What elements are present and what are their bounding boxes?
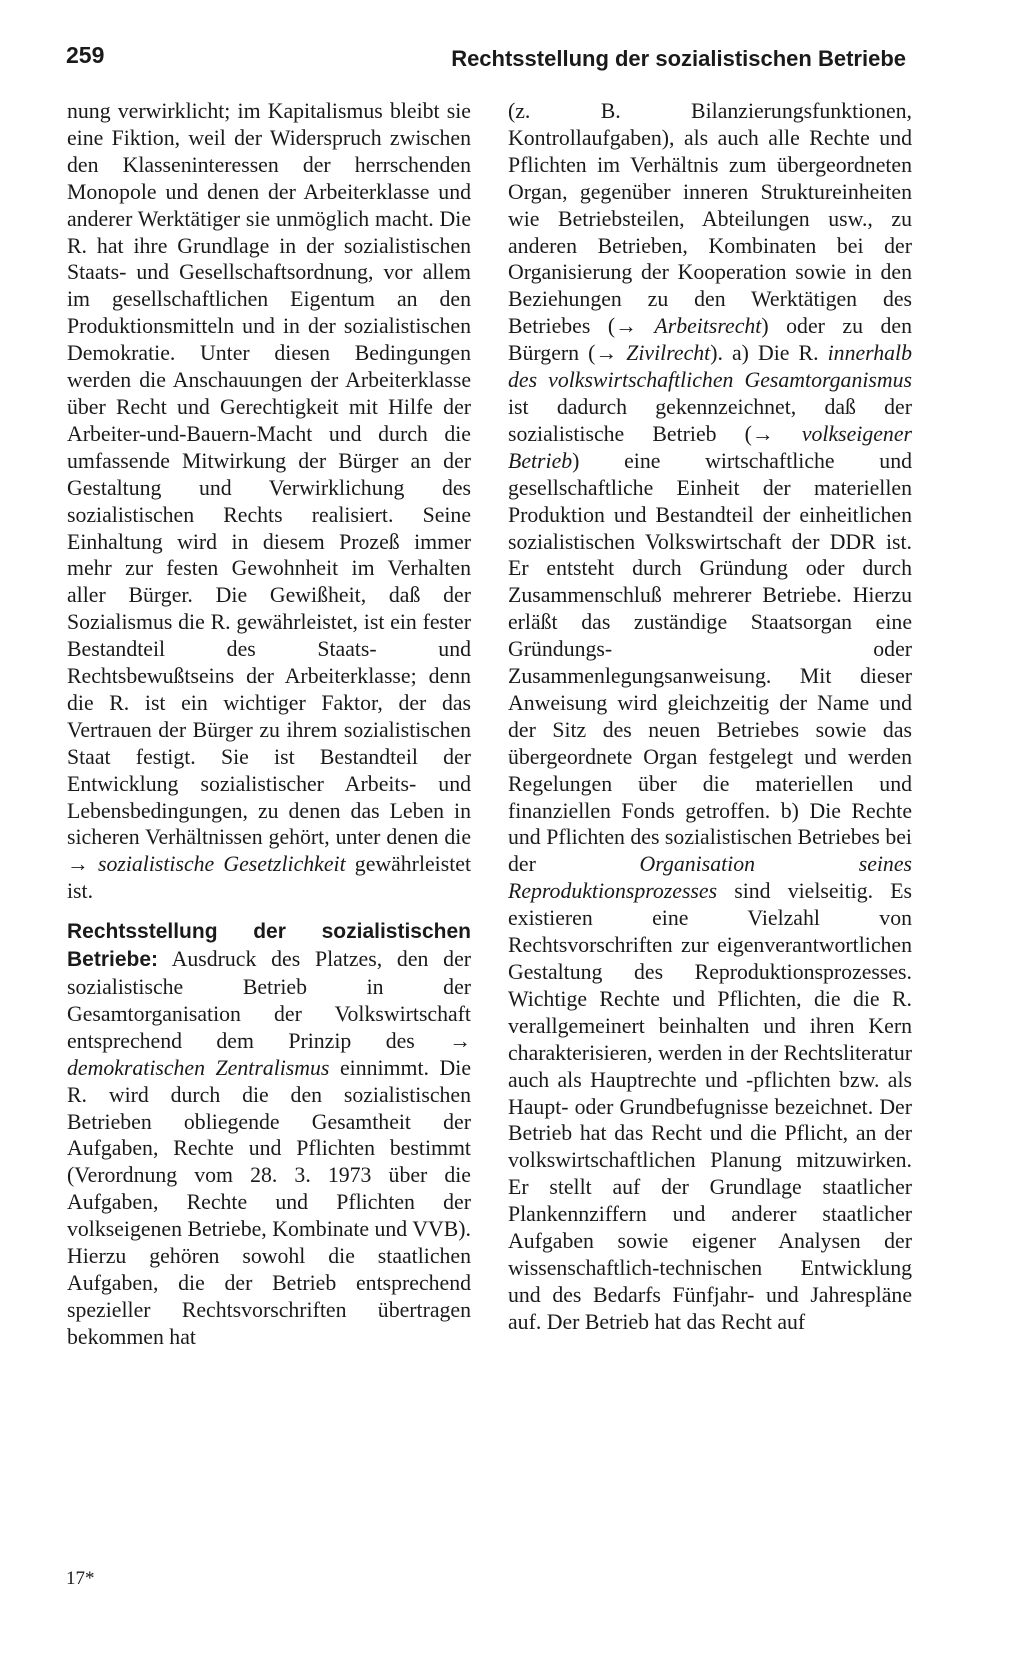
entry-headword: Rechtsstellung der sozialistischen Betriebe: [67, 920, 471, 972]
cross-reference: Zivilrecht [626, 341, 711, 366]
running-head: Rechtsstellung der sozialistischen Betriebe [451, 46, 906, 71]
cross-reference: demokratischen Zentralismus [67, 1055, 330, 1080]
cross-reference: volkseigener Betrieb [508, 421, 912, 473]
entry-body-paragraph [508, 98, 912, 1336]
page-number: 259 [66, 42, 105, 68]
body-text: Ausdruck des Platzes, den der sozialistische Betrieb in der Gesamtorganisation der Volkswirtschaft entsprechend dem Prinzip des → [67, 947, 471, 1053]
body-text: ). a) Die R. [710, 341, 828, 366]
body-text: ) oder zu den Bürgern (→ [508, 314, 912, 366]
body-text: nung verwirklicht; im Kapitalismus bleibt sie eine Fiktion, weil der Widerspruch zwischen den Klasseninteressen der herrschenden Monopole und denen der Arbeiterklasse und anderer Werktätiger sie unmöglich macht. Die R. hat ihre Grundlage in der sozialistischen Staats- und Gesellschaftsordnung, vor allem im gesellschaftlichen Eigentum an den Produktionsmitteln und in der sozialistischen Demokratie. Unter diesen Bedingungen werden die Anschauungen der Arbeiterklasse über Recht und Gerechtigkeit mit Hilfe der Arbeiter-und-Bauern-Macht und durch die umfassende Mitwirkung der Bürger an der Gestaltung und Verwirklichung des sozialistischen Rechts realisiert. Seine Einhaltung wird in diesem Prozeß immer mehr zur festen Gewohnheit im Verhalten aller Bürger. Die Gewißheit, daß der Sozialismus die R. gewährleistet, ist ein fester Bestandteil des Staats- und Rechtsbewußtseins der Arbeiterklasse; denn die R. ist ein wichtiger Faktor, der das Vertrauen der Bürger zu ihrem sozialistischen Staat festigt. Sie ist Bestandteil der Entwicklung sozialistischer Arbeits- und Lebensbedingungen, zu denen das Leben in sicheren Verhältnissen gehört, unter denen die → [67, 99, 471, 877]
dictionary-entry [67, 918, 471, 1351]
cross-reference: Arbeitsrecht [654, 314, 762, 339]
body-text: sind vielseitig. Es existieren eine Vielzahl von Rechtsvorschriften zur eigenverantwortlichen Gestaltung des Reproduktionsprozesses. Wichtige Rechte und Pflichten, die die R. verallgemeinert beinhalten und ihren Kern charakterisieren, werden in der Rechtsliteratur auch als Hauptrechte und -pflichten bzw. als Haupt- oder Grundbefugnisse bezeichnet. Der Betrieb hat das Recht und die Pflicht, an der volkswirtschaftlichen Planung mitzuwirken. Er stellt auf der Grundlage staatlicher Plankennziffern und anderer staatlicher Aufgaben sowie eigener Analysen der wissenschaftlich-technischen Entwicklung und des Bedarfs Fünfjahr- und Jahrespläne auf. Der Betrieb hat das Recht auf [508, 879, 912, 1334]
body-text: gewährleistet ist. [67, 852, 471, 904]
body-text: ) eine wirtschaftliche und gesellschaftliche Einheit der materiellen Produktion und Bestandteil der einheitlichen sozialistischen Volkswirtschaft der DDR ist. Er entsteht durch Gründung oder durch Zusammenschluß mehrerer Betriebe. Hierzu erläßt das zuständige Staatsorgan eine Gründungs- oder Zusammenlegungsanweisung. Mit dieser Anweisung wird gleichzeitig der Name und der Sitz des neuen Betriebes sowie das übergeordnete Organ festgelegt und werden Regelungen über die materiellen und finanziellen Fonds getroffen. b) Die Rechte und Pflichten des sozialistischen Betriebes bei der [508, 448, 912, 877]
body-text: einnimmt. Die R. wird durch die den sozialistischen Betrieben obliegende Gesamtheit der Aufgaben, Rechte und Pflichten bestimmt (Verordnung vom 28. 3. 1973 über die Aufgaben, Rechte und Pflichten der volkseigenen Betriebe, Kombinate und VVB). Hierzu gehören sowohl die staatlichen Aufgaben, die der Betrieb entsprechend spezieller Rechtsvorschriften übertragen bekommen hat [67, 1055, 471, 1349]
right-column [508, 98, 912, 1336]
emphasis-text: innerhalb des volkswirtschaftlichen Gesamtorganismus [508, 341, 912, 393]
left-column [67, 98, 471, 1351]
emphasis-text: Organisation seines Reproduktionsprozesses [508, 852, 912, 904]
body-text: ist dadurch gekennzeichnet, daß der sozialistische Betrieb (→ [508, 394, 912, 446]
signature-mark: 17* [66, 1568, 95, 1589]
cross-reference: sozialistische Gesetzlichkeit [97, 852, 346, 877]
body-text: (z. B. Bilanzierungsfunktionen, Kontrollaufgaben), als auch alle Rechte und Pflichten im Verhältnis zum übergeordneten Organ, gegenüber inneren Struktureinheiten wie Betriebsteilen, Abteilungen usw., zu anderen Betrieben, Kombinaten bei der Organisierung der Kooperation sowie in den Beziehungen zu den Werktätigen des Betriebes (→ [508, 99, 912, 339]
entry-continuation-paragraph [67, 98, 471, 905]
